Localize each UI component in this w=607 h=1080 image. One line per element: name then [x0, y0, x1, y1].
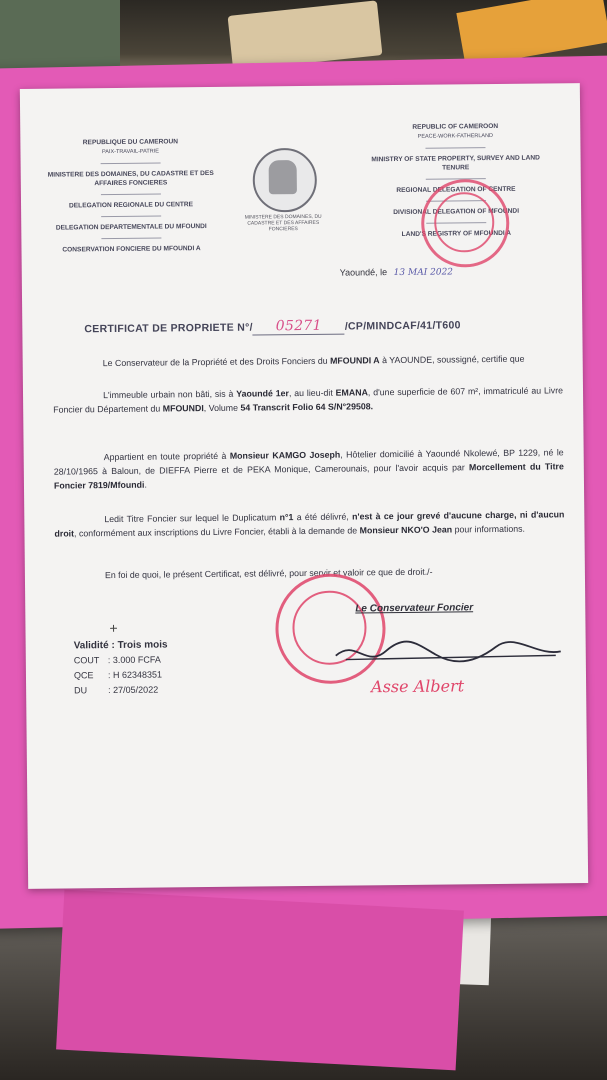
divider	[101, 193, 161, 195]
header-left-ministry: MINISTERE DES DOMAINES, DU CADASTRE ET DES AFFAIRES FONCIERES	[47, 169, 214, 188]
text-run: , au lieu-dit	[288, 387, 336, 399]
certificate-number: 05271	[253, 318, 345, 336]
paragraph-closing: En foi de quoi, le présent Certificat, est délivré, pour servir et valoir ce que de droit./-	[104, 566, 433, 581]
text-run: , Hôtelier domicilié à Yaoundé Nkolewé, BP 1229, né le 28/10/1965 à Baloun, de DIEFFA Pierre et de PEKA Monique, Camerounais, pour l'avoir acquis par	[53, 447, 564, 477]
fee-date-value: : 27/05/2022	[108, 684, 159, 696]
handwritten-signature	[326, 631, 566, 674]
divider	[425, 147, 485, 149]
text-run: Ledit Titre Foncier sur lequel le Duplicatum	[104, 512, 280, 525]
text-bold: n°1	[279, 512, 294, 523]
ministry-emblem-logo	[252, 148, 317, 213]
fee-qce-row	[74, 667, 168, 683]
title-prefix: CERTIFICAT DE PROPRIETE N°/	[84, 321, 253, 336]
header-left-motto: PAIX-TRAVAIL-PATRIE	[101, 148, 159, 156]
header-left-divisional: DELEGATION DEPARTEMENTALE DU MFOUNDI	[55, 223, 207, 232]
text-run: L'immeuble urbain non bâti, sis à	[102, 388, 237, 401]
signatory-name: Asse Albert	[371, 676, 465, 697]
text-bold: Monsieur KAMGO Joseph	[229, 449, 341, 461]
divider	[101, 162, 161, 164]
text-run: , Volume	[203, 402, 241, 414]
text-bold: n'est à ce jour grevé d'aucune charge, ni d'aucun droit	[54, 509, 565, 539]
text-bold: Morcellement du Titre Foncier 7819/Mfoundi	[53, 461, 564, 491]
fee-date-row	[74, 682, 168, 698]
text-run: .	[144, 479, 147, 490]
header-right-country: REPUBLIC OF CAMEROON	[412, 122, 499, 131]
validity: Validité : Trois mois	[73, 639, 168, 652]
stamp-inner-ring	[434, 192, 495, 253]
paragraph-property	[53, 383, 563, 416]
text-bold: EMANA	[335, 387, 368, 398]
text-bold: Yaoundé 1er	[236, 388, 290, 399]
header-left-country: REPUBLIQUE DU CAMEROUN	[82, 138, 179, 147]
emblem-caption: MINISTERE DES DOMAINES, DU CADASTRE ET DES AFFAIRES FONCIERES	[244, 213, 322, 233]
header-right-ministry: MINISTRY OF STATE PROPERTY, SURVEY AND LAND TENURE	[371, 154, 540, 172]
official-stamp-top	[421, 179, 510, 268]
text-bold: Monsieur NKO'O Jean	[359, 524, 453, 536]
text-run: pour informations.	[452, 523, 526, 535]
fee-qce-label: QCE	[73, 670, 94, 681]
fee-qce-value: : H 62348351	[107, 669, 163, 681]
text-run: à YAOUNDE, soussigné, certifie que	[379, 353, 525, 366]
text-bold: S/N°29508.	[325, 401, 374, 412]
header-right-motto: PEACE-WORK-FATHERLAND	[417, 133, 494, 140]
pink-folder-flap	[56, 890, 464, 1071]
issue-date	[340, 266, 453, 278]
text-run: Appartient en toute propriété à	[103, 450, 230, 463]
title-suffix: /CP/MINDCAF/41/T600	[344, 319, 461, 333]
divider	[101, 215, 161, 217]
paragraph-charges	[54, 507, 564, 540]
header-right-regional: REGIONAL DELEGATION OF CENTRE	[396, 185, 516, 195]
text-run: a été délivré,	[293, 511, 353, 523]
divider	[101, 237, 161, 239]
signatory-title: Le Conservateur Foncier	[355, 602, 474, 615]
paragraph-owner	[54, 445, 564, 492]
fee-cost-row	[74, 652, 168, 668]
fees-block	[74, 637, 169, 698]
initial-mark: +	[109, 619, 118, 637]
text-run: , d'une superficie de 607 m², immatriculé au Livre Foncier du Département du	[53, 385, 564, 415]
fee-date-label: DU	[74, 685, 88, 696]
date-prefix: Yaoundé, le	[339, 267, 388, 278]
text-bold: MFOUNDI A	[330, 355, 380, 366]
header-left	[40, 137, 221, 261]
fee-cost-label: COUT	[73, 655, 100, 666]
date-value: 13 MAI 2022	[393, 267, 454, 279]
emblem-figure	[269, 160, 297, 194]
header-right-registry: LAND'S REGISTRY OF MFOUNDI A	[401, 229, 512, 238]
text-run: , conformément aux inscriptions du Livre Foncier, établi à la demande de	[73, 525, 360, 539]
certificate-document	[20, 83, 588, 889]
text-run: Le Conservateur de la Propriété et des Droits Fonciers du	[102, 355, 331, 369]
certificate-title	[84, 316, 461, 337]
header-left-regional: DELEGATION REGIONALE DU CENTRE	[68, 201, 194, 210]
fee-cost-value: : 3.000 FCFA	[107, 654, 161, 666]
text-bold: 54 Transcrit Folio 64	[240, 401, 326, 413]
text-bold: MFOUNDI	[162, 403, 204, 414]
paragraph-intro	[53, 351, 563, 370]
header-left-conservation: CONSERVATION FONCIERE DU MFOUNDI A	[62, 245, 201, 254]
desk-object	[0, 0, 120, 70]
header-right-divisional: DIVISIONAL DELEGATION OF MFOUNDI	[393, 207, 520, 217]
